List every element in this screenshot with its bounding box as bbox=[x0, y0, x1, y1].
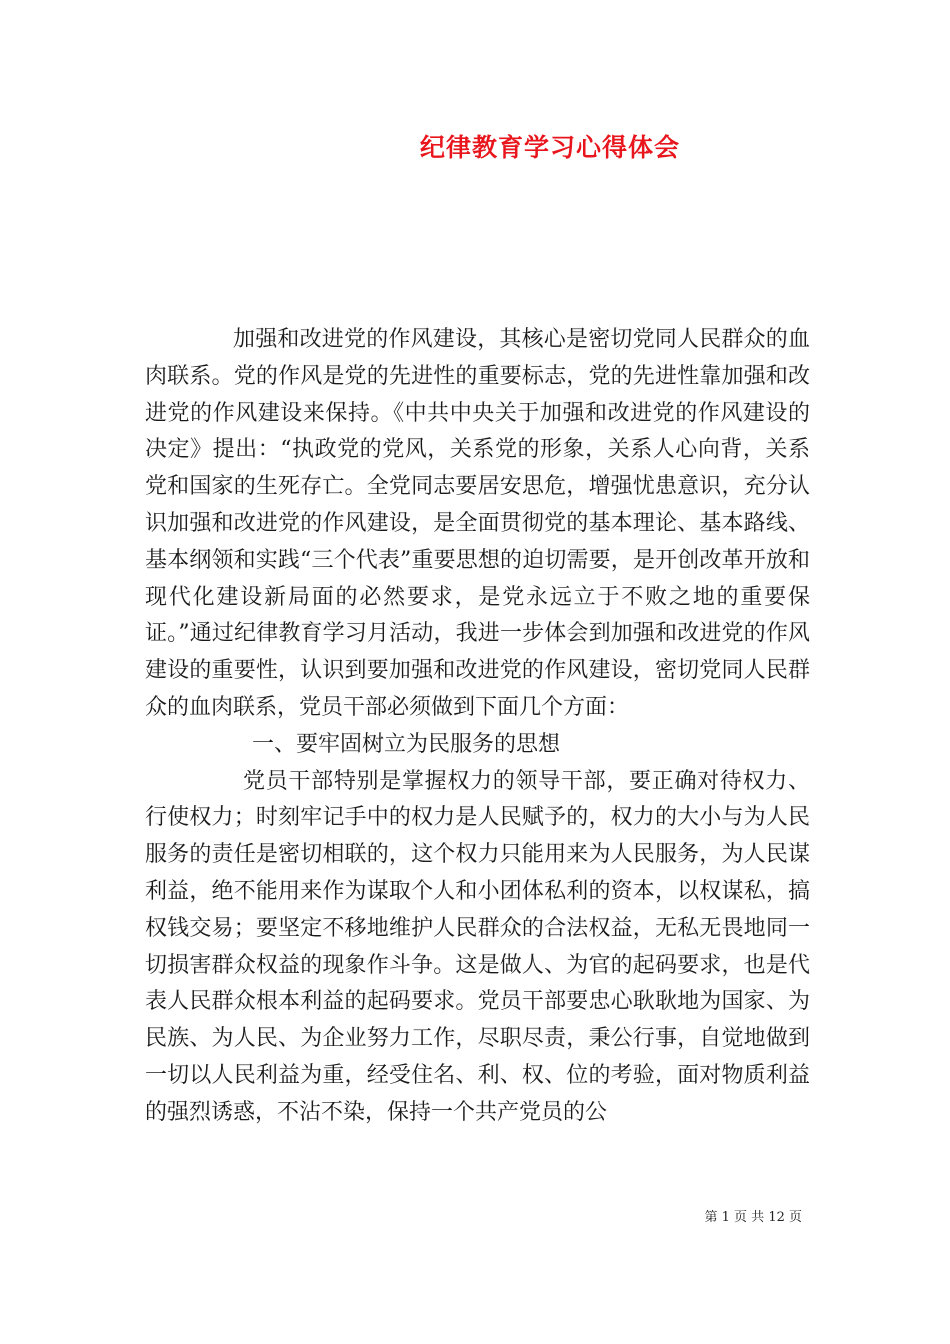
page-number: 第 1 页 共 12 页 bbox=[704, 1210, 802, 1225]
paragraph-2: 党员干部特别是掌握权力的领导干部，要正确对待权力、行使权力；时刻牢记手中的权力是人民赋予的，权力的大小与为人民服务的责任是密切相联的，这个权力只能用来为人民服务，为人民谋利益，绝不能用来作为谋取个人和小团体私利的资本，以权谋私，搞权钱交易；要坚定不移地维护人民群众的合法权益，无私无畏地同一切损害群众权益的现象作斗争。这是做人、为官的起码要求，也是代表人民群众根本利益的起码要求。党员干部要忠心耿耿地为国家、为民族、为人民、为企业努力工作，尽职尽责，秉公行事，自觉地做到一切以人民利益为重，经受住名、利、权、位的考验，面对物质利益的强烈诱惑，不沾不染，保持一个共产党员的公 bbox=[145, 768, 810, 1125]
paragraph-1: 加强和改进党的作风建设，其核心是密切党同人民群众的血肉联系。党的作风是党的先进性的重要标志，党的先进性靠加强和改进党的作风建设来保持。《中共中央关于加强和改进党的作风建设的决定》提出：“执政党的党风，关系党的形象，关系人心向背，关系党和国家的生死存亡。全党同志要居安思危，增强忧患意识，充分认识加强和改进党的作风建设，是全面贯彻党的基本理论、基本路线、基本纲领和实践“三个代表”重要思想的迫切需要，是开创改革开放和现代化建设新局面的必然要求，是党永远立于不败之地的重要保证。”通过纪律教育学习月活动，我进一步体会到加强和改进党的作风建设的重要性，认识到要加强和改进党的作风建设，密切党同人民群众的血肉联系，党员干部必须做到下面几个方面： bbox=[145, 327, 810, 720]
section-heading: 一、要牢固树立为民服务的思想 bbox=[252, 731, 561, 757]
document-title: 纪律教育学习心得体会 bbox=[419, 133, 680, 162]
document-body bbox=[145, 322, 810, 1132]
